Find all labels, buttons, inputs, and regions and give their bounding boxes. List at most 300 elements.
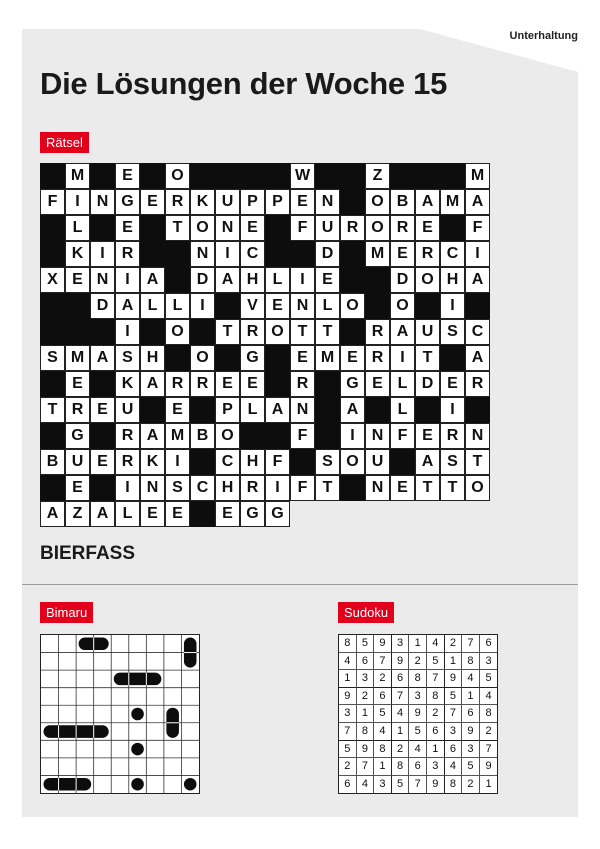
crossword-cell — [90, 449, 115, 475]
crossword-letter: G — [71, 427, 84, 444]
crossword-cell — [90, 397, 115, 423]
crossword-cell — [165, 293, 190, 319]
crossword-cell — [190, 293, 215, 319]
crossword-cell — [465, 163, 490, 189]
sudoku-cell: 4 — [445, 758, 463, 776]
sudoku-cell: 5 — [480, 670, 498, 688]
section-label: Unterhaltung — [509, 30, 578, 42]
sudoku-cell: 8 — [445, 776, 463, 794]
sudoku-cell: 6 — [445, 741, 463, 759]
crossword-cell — [265, 293, 290, 319]
crossword-cell — [265, 267, 290, 293]
sudoku-cell: 9 — [445, 670, 463, 688]
crossword-letter: T — [422, 479, 433, 496]
crossword-cell — [140, 371, 165, 397]
crossword-cell — [290, 475, 315, 501]
crossword-letter: A — [146, 427, 159, 444]
crossword-letter: O — [346, 453, 359, 470]
crossword-black-cell — [190, 319, 215, 345]
crossword-cell — [115, 501, 140, 527]
crossword-letter: O — [171, 323, 184, 340]
sudoku-cell: 6 — [357, 653, 375, 671]
crossword-cell — [240, 293, 265, 319]
crossword-black-cell — [290, 449, 315, 475]
crossword-cell — [190, 345, 215, 371]
crossword-cell — [465, 345, 490, 371]
crossword-letter: L — [322, 297, 333, 314]
crossword-black-cell — [440, 345, 465, 371]
sudoku-cell: 2 — [339, 758, 357, 776]
crossword-black-cell — [40, 423, 65, 449]
crossword-cell — [65, 163, 90, 189]
sudoku-cell: 6 — [480, 635, 498, 653]
crossword-letter: A — [121, 297, 134, 314]
crossword-black-cell — [340, 475, 365, 501]
crossword-letter: O — [346, 297, 359, 314]
crossword-cell — [390, 241, 415, 267]
crossword-cell — [465, 449, 490, 475]
crossword-cell — [265, 319, 290, 345]
crossword-cell — [165, 215, 190, 241]
crossword-cell — [315, 449, 340, 475]
crossword-letter: L — [247, 401, 258, 418]
crossword-black-cell — [465, 293, 490, 319]
crossword-cell — [40, 189, 65, 215]
crossword-letter: P — [222, 401, 233, 418]
crossword-cell — [240, 501, 265, 527]
crossword-cell — [465, 475, 490, 501]
crossword-letter: E — [347, 349, 358, 366]
crossword-letter: F — [297, 427, 308, 444]
crossword-letter: O — [221, 427, 234, 444]
crossword-black-cell — [190, 397, 215, 423]
sudoku-cell: 3 — [357, 670, 375, 688]
crossword-letter: I — [450, 401, 455, 418]
sudoku-grid — [338, 634, 498, 794]
crossword-cell — [215, 267, 240, 293]
crossword-black-cell — [165, 345, 190, 371]
crossword-cell — [65, 475, 90, 501]
crossword-letter: R — [421, 245, 434, 262]
crossword-black-cell — [40, 163, 65, 189]
crossword-letter: U — [421, 323, 434, 340]
crossword-cell — [390, 267, 415, 293]
crossword-cell — [240, 189, 265, 215]
crossword-black-cell — [140, 397, 165, 423]
sudoku-board — [338, 634, 498, 794]
crossword-letter: T — [472, 453, 483, 470]
sudoku-cell: 8 — [374, 741, 392, 759]
crossword-cell — [140, 423, 165, 449]
sudoku-cell: 3 — [480, 653, 498, 671]
crossword-letter: N — [471, 427, 484, 444]
crossword-cell — [415, 371, 440, 397]
crossword-letter: G — [271, 505, 284, 522]
sudoku-cell: 8 — [339, 635, 357, 653]
sudoku-cell: 7 — [409, 776, 427, 794]
crossword-cell — [415, 189, 440, 215]
crossword-letter: A — [421, 453, 434, 470]
crossword-cell — [115, 319, 140, 345]
crossword-cell — [340, 215, 365, 241]
crossword-letter: U — [321, 219, 334, 236]
crossword-cell — [290, 293, 315, 319]
solution-word: BIERFASS — [40, 543, 136, 564]
crossword-cell — [65, 241, 90, 267]
crossword-cell — [290, 189, 315, 215]
sudoku-cell: 9 — [462, 723, 480, 741]
crossword-letter: D — [321, 245, 334, 262]
crossword-cell — [390, 189, 415, 215]
crossword-cell — [140, 267, 165, 293]
crossword-cell — [165, 371, 190, 397]
bimaru-ship — [44, 778, 92, 791]
sudoku-cell: 6 — [409, 758, 427, 776]
sudoku-cell: 4 — [409, 741, 427, 759]
crossword-cell — [290, 163, 315, 189]
sudoku-cell: 7 — [445, 705, 463, 723]
crossword-letter: E — [372, 375, 383, 392]
crossword-cell — [440, 397, 465, 423]
crossword-cell — [315, 189, 340, 215]
crossword-letter: A — [46, 505, 59, 522]
crossword-cell — [40, 267, 65, 293]
crossword-letter: M — [320, 349, 335, 366]
crossword-cell — [65, 449, 90, 475]
sudoku-cell: 9 — [427, 776, 445, 794]
crossword-letter: N — [96, 193, 109, 210]
crossword-letter: R — [296, 375, 309, 392]
crossword-cell — [140, 345, 165, 371]
crossword-letter: A — [146, 271, 159, 288]
crossword-letter: F — [472, 219, 483, 236]
crossword-cell — [365, 345, 390, 371]
crossword-cell — [215, 215, 240, 241]
crossword-letter: K — [196, 193, 209, 210]
crossword-letter: I — [125, 323, 130, 340]
crossword-cell — [340, 293, 365, 319]
crossword-cell — [240, 371, 265, 397]
crossword-letter: G — [246, 349, 259, 366]
crossword-cell — [465, 241, 490, 267]
sudoku-cell: 5 — [357, 635, 375, 653]
crossword-cell — [315, 319, 340, 345]
crossword-letter: C — [446, 245, 459, 262]
crossword-cell — [215, 241, 240, 267]
crossword-cell — [115, 449, 140, 475]
crossword-cell — [165, 449, 190, 475]
crossword-black-cell — [240, 423, 265, 449]
crossword-black-cell — [190, 163, 215, 189]
sudoku-cell: 1 — [480, 776, 498, 794]
crossword-cell — [215, 371, 240, 397]
crossword-letter: A — [346, 401, 359, 418]
crossword-black-cell — [40, 475, 65, 501]
crossword-cell — [440, 371, 465, 397]
crossword-letter: R — [121, 453, 134, 470]
crossword-cell — [365, 423, 390, 449]
crossword-letter: U — [221, 193, 234, 210]
crossword-letter: H — [221, 479, 234, 496]
crossword-cell — [440, 423, 465, 449]
crossword-letter: H — [246, 271, 259, 288]
crossword-cell — [165, 319, 190, 345]
sudoku-cell: 9 — [409, 705, 427, 723]
crossword-letter: S — [172, 479, 183, 496]
crossword-cell — [390, 371, 415, 397]
crossword-letter: O — [371, 219, 384, 236]
crossword-letter: E — [247, 375, 258, 392]
crossword-cell — [440, 319, 465, 345]
sudoku-cell: 2 — [357, 688, 375, 706]
sudoku-cell: 4 — [357, 776, 375, 794]
crossword-black-cell — [65, 293, 90, 319]
bimaru-ship — [184, 778, 197, 791]
crossword-cell — [90, 189, 115, 215]
crossword-letter: E — [72, 375, 83, 392]
crossword-cell — [115, 397, 140, 423]
crossword-black-cell — [365, 397, 390, 423]
crossword-letter: O — [196, 349, 209, 366]
crossword-letter: I — [100, 245, 105, 262]
sudoku-cell: 7 — [462, 635, 480, 653]
crossword-letter: T — [422, 349, 433, 366]
crossword-cell — [465, 319, 490, 345]
crossword-cell — [440, 475, 465, 501]
crossword-cell — [365, 371, 390, 397]
sudoku-cell: 5 — [462, 758, 480, 776]
crossword-black-cell — [315, 397, 340, 423]
sudoku-cell: 9 — [339, 688, 357, 706]
crossword-cell — [390, 397, 415, 423]
crossword-letter: O — [396, 297, 409, 314]
crossword-cell — [390, 345, 415, 371]
bimaru-ship — [131, 708, 144, 721]
crossword-letter: L — [122, 505, 133, 522]
crossword-letter: L — [72, 219, 83, 236]
crossword-cell — [415, 215, 440, 241]
crossword-black-cell — [240, 163, 265, 189]
crossword-letter: H — [146, 349, 159, 366]
bimaru-ship — [131, 778, 144, 791]
crossword-letter: I — [75, 193, 80, 210]
crossword-letter: H — [246, 453, 259, 470]
crossword-black-cell — [40, 293, 65, 319]
crossword-cell — [415, 475, 440, 501]
crossword-cell — [165, 423, 190, 449]
crossword-cell — [290, 319, 315, 345]
crossword-black-cell — [215, 163, 240, 189]
crossword-letter: E — [397, 245, 408, 262]
crossword-letter: E — [172, 505, 183, 522]
crossword-letter: L — [397, 375, 408, 392]
crossword-letter: I — [175, 453, 180, 470]
crossword-cell — [315, 475, 340, 501]
sudoku-tag: Sudoku — [338, 602, 394, 623]
crossword-cell — [340, 449, 365, 475]
crossword-cell — [265, 189, 290, 215]
crossword-letter: M — [370, 245, 385, 262]
crossword-letter: R — [446, 427, 459, 444]
crossword-letter: L — [147, 297, 158, 314]
sudoku-cell: 8 — [462, 653, 480, 671]
crossword-cell — [115, 371, 140, 397]
crossword-letter: T — [172, 219, 183, 236]
crossword-letter: F — [397, 427, 408, 444]
crossword-letter: E — [222, 505, 233, 522]
crossword-cell — [415, 319, 440, 345]
crossword-cell — [340, 371, 365, 397]
crossword-cell — [390, 475, 415, 501]
crossword-cell — [65, 501, 90, 527]
crossword-cell — [65, 189, 90, 215]
crossword-black-cell — [315, 423, 340, 449]
sudoku-cell: 4 — [480, 688, 498, 706]
crossword-letter: R — [471, 375, 484, 392]
crossword-letter: E — [122, 219, 133, 236]
crossword-letter: L — [397, 401, 408, 418]
crossword-cell — [240, 215, 265, 241]
sudoku-cell: 3 — [374, 776, 392, 794]
crossword-letter: B — [396, 193, 409, 210]
crossword-letter: T — [322, 479, 333, 496]
crossword-black-cell — [190, 501, 215, 527]
crossword-cell — [415, 345, 440, 371]
crossword-black-cell — [315, 371, 340, 397]
crossword-letter: G — [346, 375, 359, 392]
crossword-letter: E — [272, 297, 283, 314]
crossword-cell — [365, 241, 390, 267]
crossword-letter: T — [297, 323, 308, 340]
crossword-cell — [115, 475, 140, 501]
sudoku-cell: 2 — [480, 723, 498, 741]
crossword-cell — [65, 371, 90, 397]
sudoku-cell: 2 — [462, 776, 480, 794]
crossword-black-cell — [165, 241, 190, 267]
crossword-black-cell — [90, 423, 115, 449]
crossword-cell — [90, 501, 115, 527]
crossword-cell — [65, 397, 90, 423]
sudoku-cell: 9 — [374, 635, 392, 653]
crossword-letter: R — [396, 219, 409, 236]
sudoku-cell: 1 — [374, 758, 392, 776]
crossword-cell — [240, 449, 265, 475]
crossword-letter: R — [371, 349, 384, 366]
sudoku-cell: 4 — [374, 723, 392, 741]
crossword-cell — [290, 345, 315, 371]
sudoku-cell: 1 — [427, 741, 445, 759]
sudoku-cell: 4 — [462, 670, 480, 688]
sudoku-cell: 8 — [357, 723, 375, 741]
crossword-cell — [465, 371, 490, 397]
sudoku-cell: 1 — [392, 723, 410, 741]
crossword-cell — [190, 267, 215, 293]
sudoku-cell: 3 — [409, 688, 427, 706]
crossword-letter: N — [371, 427, 384, 444]
crossword-cell — [215, 475, 240, 501]
sudoku-cell: 3 — [339, 705, 357, 723]
crossword-letter: K — [146, 453, 159, 470]
crossword-black-cell — [365, 293, 390, 319]
crossword-cell — [165, 501, 190, 527]
crossword-cell — [115, 345, 140, 371]
crossword-black-cell — [265, 215, 290, 241]
sudoku-cell: 4 — [427, 635, 445, 653]
sudoku-cell: 1 — [462, 688, 480, 706]
crossword-cell — [340, 397, 365, 423]
crossword-cell — [165, 397, 190, 423]
sudoku-cell: 3 — [445, 723, 463, 741]
crossword-black-cell — [265, 345, 290, 371]
sudoku-cell: 7 — [357, 758, 375, 776]
crossword-black-cell — [415, 293, 440, 319]
crossword-letter: A — [146, 375, 159, 392]
crossword-letter: L — [272, 271, 283, 288]
crossword-cell — [440, 293, 465, 319]
crossword-letter: O — [471, 479, 484, 496]
crossword-cell — [465, 215, 490, 241]
crossword-letter: O — [196, 219, 209, 236]
crossword-letter: D — [96, 297, 109, 314]
crossword-letter: N — [296, 297, 309, 314]
crossword-cell — [140, 293, 165, 319]
crossword-cell — [290, 397, 315, 423]
crossword-black-cell — [265, 423, 290, 449]
crossword-cell — [415, 267, 440, 293]
crossword-black-cell — [190, 449, 215, 475]
crossword-letter: A — [271, 401, 284, 418]
crossword-cell — [390, 293, 415, 319]
sudoku-cell: 1 — [339, 670, 357, 688]
sudoku-cell: 9 — [392, 653, 410, 671]
crossword-letter: B — [46, 453, 59, 470]
crossword-cell — [440, 449, 465, 475]
crossword-black-cell — [40, 215, 65, 241]
crossword-letter: S — [322, 453, 333, 470]
crossword-cell — [190, 215, 215, 241]
crossword-cell — [290, 371, 315, 397]
crossword-cell — [65, 423, 90, 449]
crossword-letter: N — [221, 219, 234, 236]
crossword-cell — [365, 319, 390, 345]
crossword-black-cell — [90, 163, 115, 189]
crossword-cell — [265, 501, 290, 527]
crossword-letter: X — [47, 271, 58, 288]
crossword-cell — [90, 345, 115, 371]
crossword-cell — [340, 423, 365, 449]
crossword-letter: H — [446, 271, 459, 288]
crossword-letter: R — [121, 245, 134, 262]
crossword-letter: B — [196, 427, 209, 444]
crossword-cell — [215, 189, 240, 215]
crossword-letter: M — [70, 167, 85, 184]
crossword-cell — [365, 449, 390, 475]
crossword-cell — [315, 345, 340, 371]
crossword-cell — [440, 189, 465, 215]
crossword-letter: C — [221, 453, 234, 470]
crossword-letter: I — [225, 245, 230, 262]
crossword-cell — [115, 163, 140, 189]
crossword-letter: A — [471, 349, 484, 366]
crossword-black-cell — [40, 319, 65, 345]
crossword-cell — [440, 241, 465, 267]
crossword-cell — [240, 397, 265, 423]
crossword-black-cell — [265, 241, 290, 267]
crossword-cell — [215, 501, 240, 527]
crossword-cell — [115, 241, 140, 267]
crossword-letter: O — [371, 193, 384, 210]
crossword-letter: M — [445, 193, 460, 210]
